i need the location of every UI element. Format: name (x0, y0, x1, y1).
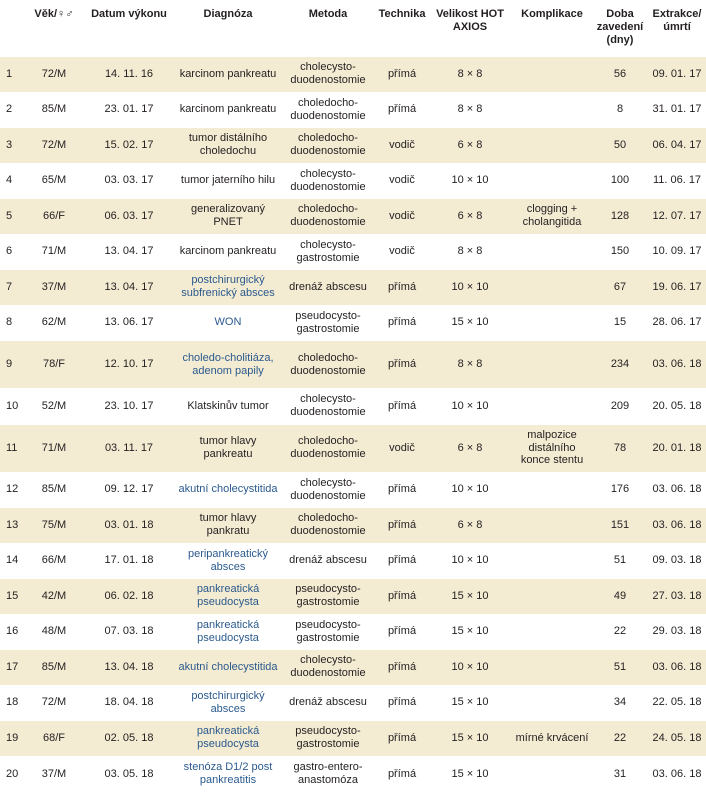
diagnosis-cell: tumor hlavy pankratu (176, 508, 280, 544)
stent-size-cell: 15 × 10 (428, 305, 512, 341)
technique-cell: přímá (376, 685, 428, 721)
row-number: 7 (0, 270, 26, 306)
extraction-date-cell: 31. 01. 17 (648, 92, 706, 128)
row-number: 1 (0, 57, 26, 93)
duration-days-cell: 22 (592, 721, 648, 757)
row-number: 3 (0, 128, 26, 164)
stent-size-cell: 6 × 8 (428, 508, 512, 544)
table-row (0, 579, 706, 615)
table-row (0, 163, 706, 199)
age-sex-cell: 66/F (26, 199, 82, 235)
extraction-date-cell: 20. 01. 18 (648, 424, 706, 472)
complication-cell: malpozice distálního konce stentu (512, 424, 592, 472)
complication-cell (512, 92, 592, 128)
row-number: 17 (0, 650, 26, 686)
method-cell: drenáž abscesu (280, 270, 376, 306)
extraction-date-cell: 22. 05. 18 (648, 685, 706, 721)
diagnosis-cell: pankreatická pseudocysta (176, 579, 280, 615)
age-sex-cell: 72/M (26, 128, 82, 164)
duration-days-cell: 67 (592, 270, 648, 306)
technique-cell: přímá (376, 756, 428, 792)
procedure-date-cell: 14. 11. 16 (82, 57, 176, 93)
age-sex-cell: 78/F (26, 341, 82, 389)
row-number: 13 (0, 508, 26, 544)
stent-size-cell: 8 × 8 (428, 92, 512, 128)
stent-size-cell: 15 × 10 (428, 579, 512, 615)
duration-days-cell: 31 (592, 756, 648, 792)
method-cell: cholecysto-duodenostomie (280, 389, 376, 425)
row-number: 19 (0, 721, 26, 757)
duration-days-cell: 22 (592, 614, 648, 650)
procedure-date-cell: 23. 01. 17 (82, 92, 176, 128)
table-row (0, 57, 706, 93)
complication-cell (512, 756, 592, 792)
procedure-date-cell: 06. 02. 18 (82, 579, 176, 615)
header-diagnosis: Diagnóza (176, 0, 280, 57)
method-cell: gastro-entero-anastomóza (280, 756, 376, 792)
technique-cell: vodič (376, 128, 428, 164)
complication-cell (512, 305, 592, 341)
method-cell: cholecysto-gastrostomie (280, 234, 376, 270)
header-number (0, 0, 26, 57)
stent-size-cell: 10 × 10 (428, 472, 512, 508)
technique-cell: přímá (376, 508, 428, 544)
row-number: 15 (0, 579, 26, 615)
duration-days-cell: 234 (592, 341, 648, 389)
extraction-date-cell: 28. 06. 17 (648, 305, 706, 341)
stent-size-cell: 10 × 10 (428, 163, 512, 199)
procedure-date-cell: 15. 02. 17 (82, 128, 176, 164)
duration-days-cell: 34 (592, 685, 648, 721)
complication-cell (512, 57, 592, 93)
extraction-date-cell: 03. 06. 18 (648, 472, 706, 508)
duration-days-cell: 100 (592, 163, 648, 199)
technique-cell: přímá (376, 579, 428, 615)
technique-cell: vodič (376, 234, 428, 270)
row-number: 11 (0, 424, 26, 472)
stent-size-cell: 15 × 10 (428, 685, 512, 721)
header-duration: Doba zavedení (dny) (592, 0, 648, 57)
complication-cell (512, 472, 592, 508)
header-technique: Technika (376, 0, 428, 57)
complication-cell (512, 163, 592, 199)
age-sex-cell: 85/M (26, 92, 82, 128)
procedure-date-cell: 13. 04. 17 (82, 234, 176, 270)
diagnosis-cell: pankreatická pseudocysta (176, 614, 280, 650)
method-cell: drenáž abscesu (280, 685, 376, 721)
header-extraction: Extrakce/ úmrtí (648, 0, 706, 57)
age-sex-cell: 42/M (26, 579, 82, 615)
technique-cell: přímá (376, 472, 428, 508)
age-sex-cell: 37/M (26, 756, 82, 792)
header-age-sex: Věk/♀♂ (26, 0, 82, 57)
procedure-date-cell: 17. 01. 18 (82, 543, 176, 579)
row-number: 8 (0, 305, 26, 341)
extraction-date-cell: 03. 06. 18 (648, 508, 706, 544)
extraction-date-cell: 10. 09. 17 (648, 234, 706, 270)
procedure-date-cell: 03. 11. 17 (82, 424, 176, 472)
stent-size-cell: 15 × 10 (428, 756, 512, 792)
diagnosis-cell: tumor hlavy pankreatu (176, 424, 280, 472)
method-cell: pseudocysto-gastrostomie (280, 305, 376, 341)
diagnosis-cell: tumor distálního choledochu (176, 128, 280, 164)
complication-cell: mírné krvácení (512, 721, 592, 757)
duration-days-cell: 50 (592, 128, 648, 164)
stent-size-cell: 15 × 10 (428, 614, 512, 650)
diagnosis-cell: pankreatická pseudocysta (176, 721, 280, 757)
complication-cell (512, 543, 592, 579)
table-row (0, 650, 706, 686)
method-cell: choledocho-duodenostomie (280, 92, 376, 128)
age-sex-cell: 71/M (26, 424, 82, 472)
technique-cell: vodič (376, 163, 428, 199)
age-sex-cell: 62/M (26, 305, 82, 341)
complication-cell (512, 614, 592, 650)
row-number: 20 (0, 756, 26, 792)
duration-days-cell: 78 (592, 424, 648, 472)
method-cell: choledocho-duodenostomie (280, 424, 376, 472)
method-cell: pseudocysto-gastrostomie (280, 579, 376, 615)
stent-size-cell: 6 × 8 (428, 424, 512, 472)
technique-cell: přímá (376, 305, 428, 341)
technique-cell: přímá (376, 389, 428, 425)
stent-size-cell: 6 × 8 (428, 128, 512, 164)
duration-days-cell: 15 (592, 305, 648, 341)
age-sex-cell: 85/M (26, 650, 82, 686)
header-size: Velikost HOT AXIOS (428, 0, 512, 57)
row-number: 2 (0, 92, 26, 128)
complication-cell (512, 341, 592, 389)
duration-days-cell: 56 (592, 57, 648, 93)
method-cell: drenáž abscesu (280, 543, 376, 579)
complication-cell (512, 389, 592, 425)
extraction-date-cell: 11. 06. 17 (648, 163, 706, 199)
procedure-date-cell: 13. 06. 17 (82, 305, 176, 341)
duration-days-cell: 209 (592, 389, 648, 425)
extraction-date-cell: 09. 01. 17 (648, 57, 706, 93)
table-body (0, 57, 706, 792)
procedure-date-cell: 09. 12. 17 (82, 472, 176, 508)
duration-days-cell: 176 (592, 472, 648, 508)
technique-cell: přímá (376, 721, 428, 757)
table-header-row (0, 0, 706, 57)
table-row (0, 199, 706, 235)
extraction-date-cell: 12. 07. 17 (648, 199, 706, 235)
technique-cell: přímá (376, 341, 428, 389)
complication-cell (512, 685, 592, 721)
diagnosis-cell: postchirurgický subfrenický absces (176, 270, 280, 306)
diagnosis-cell: choledo-cholitiáza, adenom papily (176, 341, 280, 389)
duration-days-cell: 150 (592, 234, 648, 270)
extraction-date-cell: 03. 06. 18 (648, 341, 706, 389)
technique-cell: přímá (376, 92, 428, 128)
age-sex-cell: 71/M (26, 234, 82, 270)
extraction-date-cell: 20. 05. 18 (648, 389, 706, 425)
extraction-date-cell: 19. 06. 17 (648, 270, 706, 306)
procedure-date-cell: 18. 04. 18 (82, 685, 176, 721)
diagnosis-cell: peripankreatický absces (176, 543, 280, 579)
stent-size-cell: 8 × 8 (428, 341, 512, 389)
complication-cell (512, 579, 592, 615)
age-sex-cell: 75/M (26, 508, 82, 544)
table-row (0, 234, 706, 270)
duration-days-cell: 51 (592, 543, 648, 579)
stent-size-cell: 10 × 10 (428, 270, 512, 306)
row-number: 18 (0, 685, 26, 721)
duration-days-cell: 151 (592, 508, 648, 544)
age-sex-cell: 37/M (26, 270, 82, 306)
stent-size-cell: 10 × 10 (428, 650, 512, 686)
table-row (0, 721, 706, 757)
age-sex-cell: 52/M (26, 389, 82, 425)
row-number: 4 (0, 163, 26, 199)
table-row (0, 685, 706, 721)
diagnosis-cell: Klatskinův tumor (176, 389, 280, 425)
method-cell: choledocho-duodenostomie (280, 128, 376, 164)
diagnosis-cell: karcinom pankreatu (176, 92, 280, 128)
extraction-date-cell: 27. 03. 18 (648, 579, 706, 615)
procedure-date-cell: 03. 01. 18 (82, 508, 176, 544)
row-number: 9 (0, 341, 26, 389)
row-number: 16 (0, 614, 26, 650)
diagnosis-cell: akutní cholecystitida (176, 472, 280, 508)
procedure-date-cell: 03. 03. 17 (82, 163, 176, 199)
row-number: 6 (0, 234, 26, 270)
technique-cell: přímá (376, 650, 428, 686)
procedure-date-cell: 06. 03. 17 (82, 199, 176, 235)
extraction-date-cell: 03. 06. 18 (648, 756, 706, 792)
table-row (0, 756, 706, 792)
complication-cell (512, 128, 592, 164)
extraction-date-cell: 06. 04. 17 (648, 128, 706, 164)
diagnosis-cell: postchirurgický absces (176, 685, 280, 721)
method-cell: choledocho-duodenostomie (280, 341, 376, 389)
age-sex-cell: 48/M (26, 614, 82, 650)
technique-cell: vodič (376, 199, 428, 235)
age-sex-cell: 65/M (26, 163, 82, 199)
extraction-date-cell: 09. 03. 18 (648, 543, 706, 579)
table-row (0, 270, 706, 306)
complication-cell (512, 270, 592, 306)
age-sex-cell: 68/F (26, 721, 82, 757)
table-row (0, 424, 706, 472)
extraction-date-cell: 24. 05. 18 (648, 721, 706, 757)
method-cell: cholecysto-duodenostomie (280, 57, 376, 93)
complication-cell: clogging + cholangitida (512, 199, 592, 235)
method-cell: choledocho-duodenostomie (280, 199, 376, 235)
diagnosis-cell: akutní cholecystitida (176, 650, 280, 686)
stent-size-cell: 10 × 10 (428, 389, 512, 425)
method-cell: cholecysto-duodenostomie (280, 163, 376, 199)
extraction-date-cell: 03. 06. 18 (648, 650, 706, 686)
table-row (0, 543, 706, 579)
row-number: 5 (0, 199, 26, 235)
table-row (0, 341, 706, 389)
header-complications: Komplikace (512, 0, 592, 57)
method-cell: cholecysto-duodenostomie (280, 650, 376, 686)
technique-cell: vodič (376, 424, 428, 472)
duration-days-cell: 8 (592, 92, 648, 128)
duration-days-cell: 128 (592, 199, 648, 235)
method-cell: pseudocysto-gastrostomie (280, 721, 376, 757)
technique-cell: přímá (376, 614, 428, 650)
diagnosis-cell: WON (176, 305, 280, 341)
header-date: Datum výkonu (82, 0, 176, 57)
diagnosis-cell: generalizovaný PNET (176, 199, 280, 235)
row-number: 12 (0, 472, 26, 508)
procedure-date-cell: 13. 04. 17 (82, 270, 176, 306)
procedure-date-cell: 03. 05. 18 (82, 756, 176, 792)
duration-days-cell: 51 (592, 650, 648, 686)
diagnosis-cell: stenóza D1/2 post pankreatitis (176, 756, 280, 792)
method-cell: choledocho-duodenostomie (280, 508, 376, 544)
table-row (0, 389, 706, 425)
table-row (0, 92, 706, 128)
duration-days-cell: 49 (592, 579, 648, 615)
table-row (0, 508, 706, 544)
table-row (0, 614, 706, 650)
diagnosis-cell: tumor jaterního hilu (176, 163, 280, 199)
complication-cell (512, 234, 592, 270)
procedure-date-cell: 13. 04. 18 (82, 650, 176, 686)
method-cell: cholecysto-duodenostomie (280, 472, 376, 508)
procedure-date-cell: 02. 05. 18 (82, 721, 176, 757)
diagnosis-cell: karcinom pankreatu (176, 234, 280, 270)
table-row (0, 305, 706, 341)
age-sex-cell: 72/M (26, 685, 82, 721)
age-sex-cell: 85/M (26, 472, 82, 508)
technique-cell: přímá (376, 57, 428, 93)
table-row (0, 128, 706, 164)
complication-cell (512, 650, 592, 686)
stent-size-cell: 6 × 8 (428, 199, 512, 235)
technique-cell: přímá (376, 270, 428, 306)
stent-size-cell: 8 × 8 (428, 234, 512, 270)
procedure-date-cell: 12. 10. 17 (82, 341, 176, 389)
procedure-date-cell: 07. 03. 18 (82, 614, 176, 650)
stent-size-cell: 8 × 8 (428, 57, 512, 93)
stent-size-cell: 10 × 10 (428, 543, 512, 579)
complication-cell (512, 508, 592, 544)
row-number: 14 (0, 543, 26, 579)
age-sex-cell: 66/M (26, 543, 82, 579)
technique-cell: přímá (376, 543, 428, 579)
age-sex-cell: 72/M (26, 57, 82, 93)
procedure-date-cell: 23. 10. 17 (82, 389, 176, 425)
method-cell: pseudocysto-gastrostomie (280, 614, 376, 650)
diagnosis-cell: karcinom pankreatu (176, 57, 280, 93)
row-number: 10 (0, 389, 26, 425)
extraction-date-cell: 29. 03. 18 (648, 614, 706, 650)
stent-size-cell: 15 × 10 (428, 721, 512, 757)
header-method: Metoda (280, 0, 376, 57)
table-row (0, 472, 706, 508)
